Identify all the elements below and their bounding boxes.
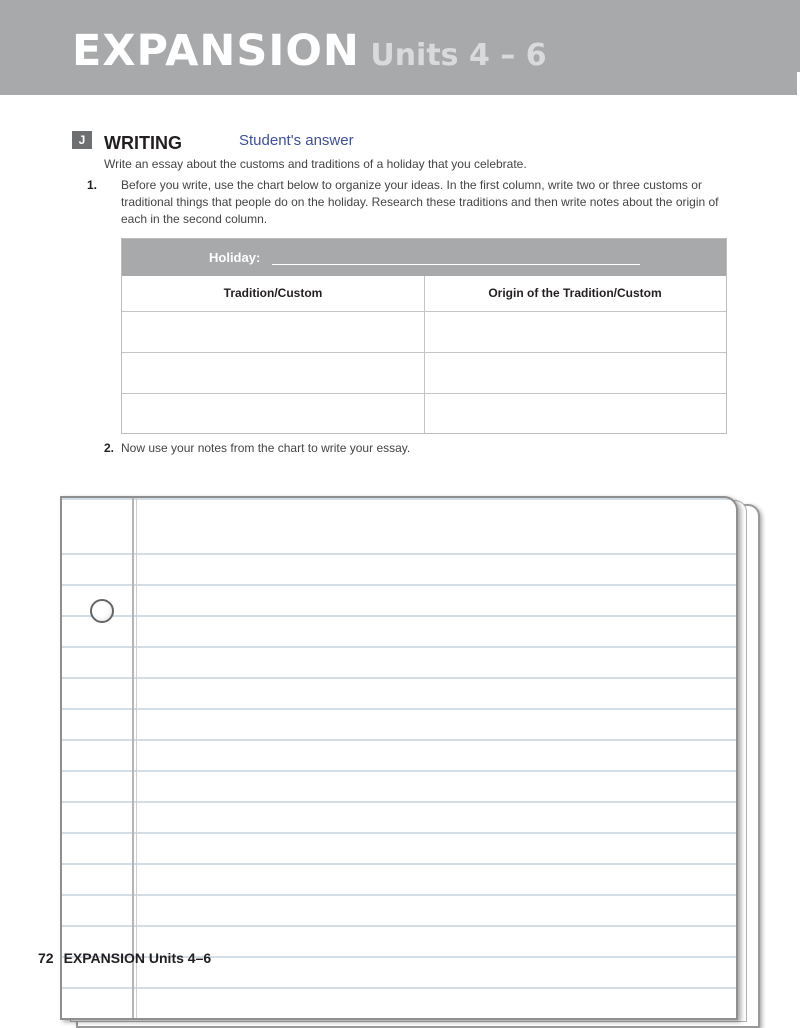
column-divider: [424, 276, 425, 434]
notebook-paper-writing-area[interactable]: [60, 496, 738, 1020]
holiday-input-line[interactable]: [272, 264, 640, 265]
chart-header: [122, 239, 726, 276]
paper-margin-line: [136, 498, 137, 1018]
page-number: 72: [38, 950, 54, 966]
banner-subtitle: Units 4 – 6: [370, 38, 547, 73]
instruction-item-1: [87, 177, 731, 228]
item-text: Before you write, use the chart below to organize your ideas. In the first column, write two or three customs or traditional things that people do on the holiday. Research these traditions and then write notes about the origin of each in the second column.: [121, 178, 719, 226]
banner-main-title: EXPANSION: [72, 26, 360, 76]
holiday-chart: [121, 238, 727, 434]
page-footer: [38, 950, 211, 966]
item-text: Now use your notes from the chart to write your essay.: [121, 441, 411, 455]
banner-title: [72, 26, 547, 76]
instructions-intro: Write an essay about the customs and traditions of a holiday that you celebrate.: [104, 157, 527, 171]
paper-margin-line: [132, 498, 134, 1018]
column-header-tradition: Tradition/Custom: [223, 286, 323, 300]
student-answer-label: Student's answer: [239, 132, 354, 149]
section-title: WRITING: [104, 133, 182, 153]
footer-label: EXPANSION Units 4–6: [63, 950, 212, 966]
item-number: 1.: [87, 178, 98, 192]
column-header-origin: Origin of the Tradition/Custom: [488, 286, 662, 300]
punch-hole-icon: [90, 599, 114, 623]
instruction-item-2: [104, 440, 714, 457]
item-number: 2.: [104, 441, 115, 455]
section-letter-badge: J: [72, 131, 92, 149]
holiday-label: Holiday:: [209, 250, 261, 265]
header-banner: [0, 0, 800, 95]
